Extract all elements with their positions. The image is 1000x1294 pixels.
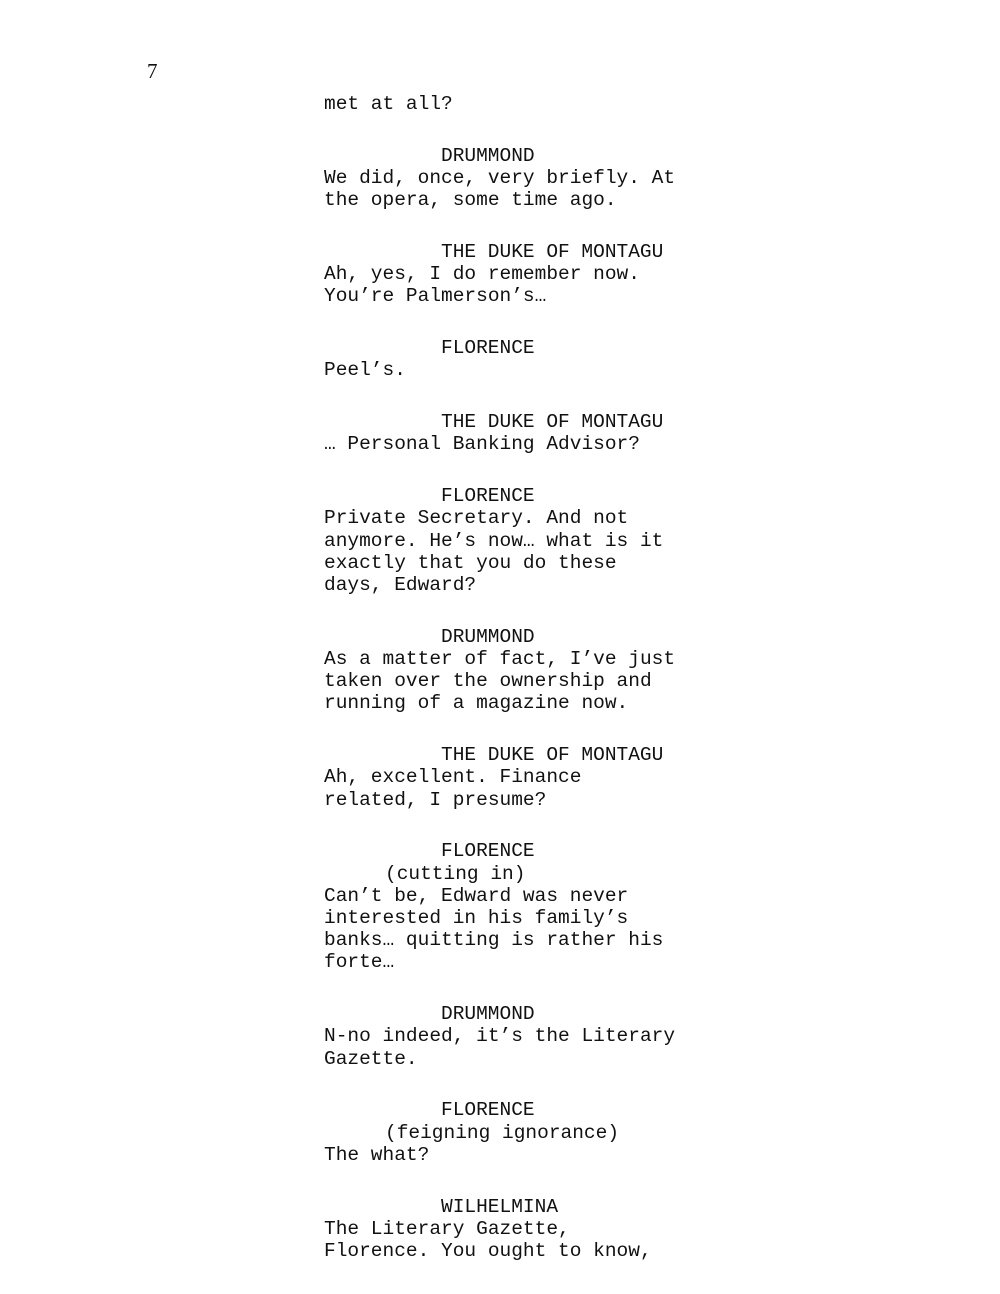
dialogue-line: Ah, yes, I do remember now. — [324, 263, 640, 286]
dialogue-line: days, Edward? — [324, 574, 477, 597]
parenthetical: (cutting in) — [385, 862, 526, 885]
dialogue-block — [324, 626, 744, 715]
character-name: THE DUKE OF MONTAGU — [441, 411, 664, 434]
dialogue-line: … Personal Banking Advisor? — [324, 433, 640, 456]
character-name: FLORENCE — [441, 485, 535, 508]
character-name: THE DUKE OF MONTAGU — [441, 744, 664, 767]
dialogue-block — [324, 840, 744, 973]
dialogue-line: You’re Palmerson’s… — [324, 285, 547, 308]
dialogue-line: interested in his family’s — [324, 907, 629, 930]
dialogue-line: anymore. He’s now… what is it — [324, 529, 664, 552]
character-name: FLORENCE — [441, 1099, 535, 1122]
dialogue-line: Florence. You ought to know, — [324, 1240, 652, 1263]
dialogue-line: The what? — [324, 1143, 430, 1166]
parenthetical: (feigning ignorance) — [385, 1121, 620, 1144]
dialogue-block — [324, 145, 744, 212]
dialogue-block — [324, 241, 744, 308]
dialogue-line: Private Secretary. And not — [324, 507, 629, 530]
dialogue-line: the opera, some time ago. — [324, 189, 617, 212]
dialogue-block — [324, 1003, 744, 1070]
dialogue-block — [324, 744, 744, 811]
dialogue-line: N-no indeed, it’s the Literary — [324, 1025, 676, 1048]
dialogue-line: banks… quitting is rather his — [324, 929, 664, 952]
dialogue-line: We did, once, very briefly. At — [324, 167, 676, 189]
dialogue-line: running of a magazine now. — [324, 692, 629, 715]
dialogue-block — [324, 337, 744, 381]
character-name: FLORENCE — [441, 337, 535, 360]
dialogue-line: Ah, excellent. Finance — [324, 766, 582, 789]
dialogue-line: As a matter of fact, I’ve just — [324, 648, 676, 671]
page-number: 7 — [147, 59, 158, 83]
dialogue-line: met at all? — [324, 93, 453, 115]
dialogue-line: taken over the ownership and — [324, 670, 652, 693]
dialogue-line: Gazette. — [324, 1047, 418, 1070]
dialogue-continuation — [324, 93, 744, 115]
character-name: FLORENCE — [441, 840, 535, 863]
screenplay-body — [324, 93, 744, 1292]
character-name: WILHELMINA — [441, 1195, 559, 1218]
dialogue-line: Peel’s. — [324, 359, 406, 382]
character-name: THE DUKE OF MONTAGU — [441, 241, 664, 263]
dialogue-line: forte… — [324, 951, 395, 974]
dialogue-line: The Literary Gazette, — [324, 1217, 570, 1240]
dialogue-block — [324, 485, 744, 596]
dialogue-line: Can’t be, Edward was never — [324, 884, 629, 907]
character-name: DRUMMOND — [441, 1003, 535, 1026]
character-name: DRUMMOND — [441, 625, 535, 648]
dialogue-block — [324, 1099, 744, 1166]
dialogue-block — [324, 411, 744, 455]
dialogue-line: exactly that you do these — [324, 551, 617, 574]
character-name: DRUMMOND — [441, 144, 535, 167]
dialogue-block — [324, 1196, 744, 1263]
dialogue-line: related, I presume? — [324, 788, 547, 811]
